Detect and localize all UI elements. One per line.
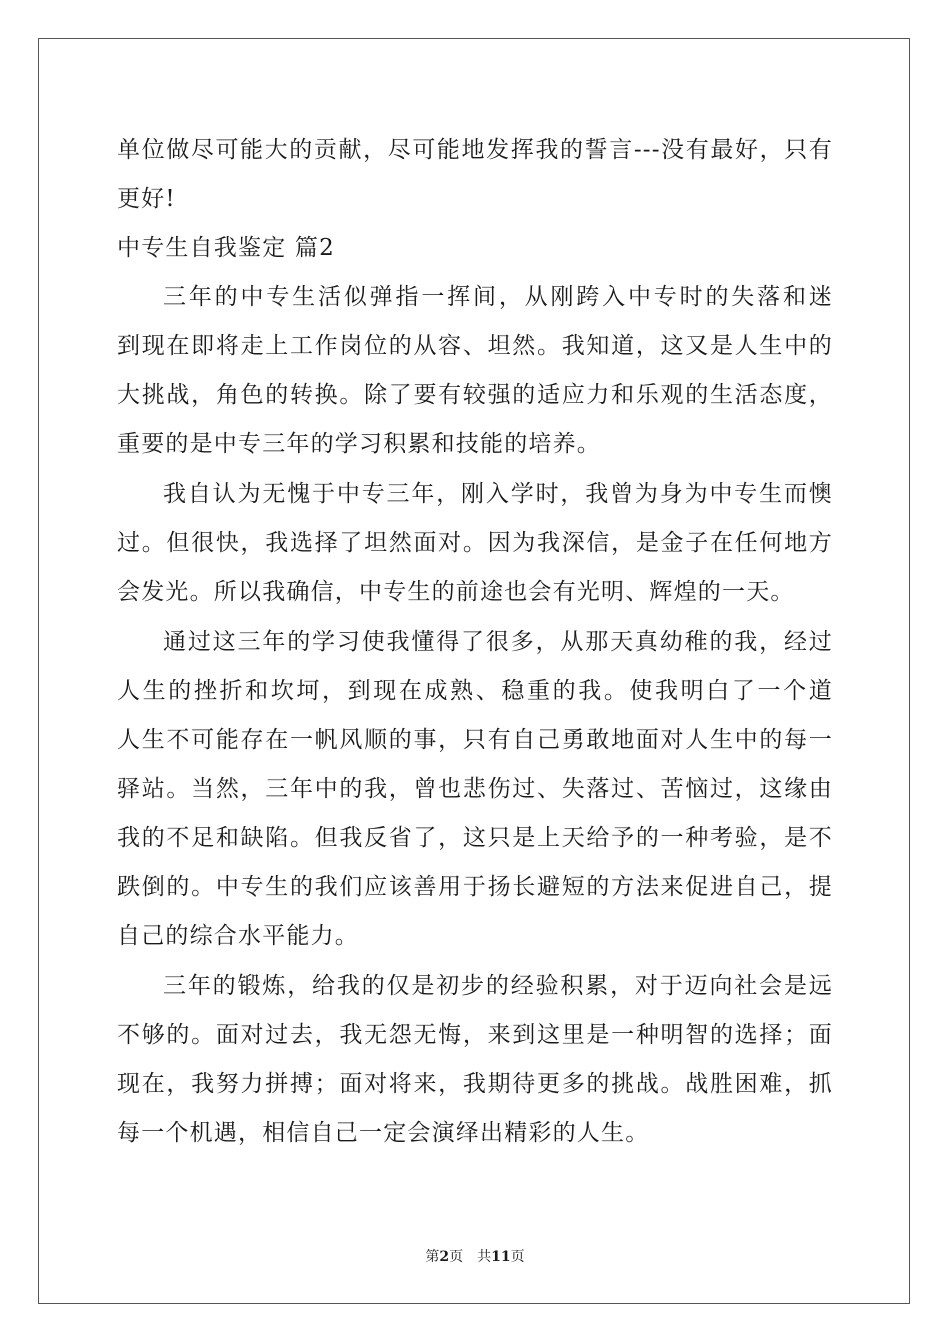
text-line: 到现在即将走上工作岗位的从容、坦然。我知道，这又是人生中的	[117, 333, 833, 359]
text-line: 大挑战，角色的转换。除了要有较强的适应力和乐观的生活态度，	[117, 382, 833, 408]
text-line: 会发光。所以我确信，中专生的前途也会有光明、辉煌的一天。	[117, 579, 795, 605]
paragraph-4	[117, 962, 833, 1158]
paragraph-1	[117, 273, 833, 469]
text-line: 人生的挫折和坎坷，到现在成熟、稳重的我。使我明白了一个道	[117, 678, 833, 704]
paragraph-2	[117, 470, 833, 617]
total-pages: 11	[491, 1249, 511, 1265]
text-line: 驿站。当然，三年中的我，曾也悲伤过、失落过、苦恼过，这缘由	[117, 776, 833, 802]
text-line: 跌倒的。中专生的我们应该善用于扬长避短的方法来促进自己，提	[117, 874, 833, 900]
text-line: 自己的综合水平能力。	[117, 923, 359, 949]
paragraph-3	[117, 618, 833, 961]
page-footer	[0, 1247, 950, 1267]
text-line: 我的不足和缺陷。但我反省了，这只是上天给予的一种考验，是不	[117, 825, 833, 851]
text-line: 通过这三年的学习使我懂得了很多，从那天真幼稚的我，经过	[163, 629, 833, 655]
total-prefix: 共	[477, 1249, 492, 1265]
text-line: 重要的是中专三年的学习积累和技能的培养。	[117, 431, 601, 457]
text-line: 我自认为无愧于中专三年，刚入学时，我曾为身为中专生而懊	[163, 481, 833, 507]
text-line: 三年的锻炼，给我的仅是初步的经验积累，对于迈向社会是远	[163, 973, 833, 999]
text-line: 过。但很快，我选择了坦然面对。因为我深信，是金子在任何地方	[117, 530, 833, 556]
text-line: 不够的。面对过去，我无怨无悔，来到这里是一种明智的选择；面	[117, 1022, 833, 1048]
page-number: 2	[439, 1249, 450, 1265]
section-title: 中专生自我鉴定 篇2	[117, 235, 335, 261]
text-line: 单位做尽可能大的贡献，尽可能地发挥我的誓言---没有最好，只有	[117, 137, 833, 163]
text-line: 现在，我努力拼搏；面对将来，我期待更多的挑战。战胜困难，抓	[117, 1071, 833, 1097]
document-body	[117, 126, 833, 1158]
page-suffix: 页	[449, 1249, 464, 1265]
total-suffix: 页	[510, 1249, 525, 1265]
text-line: 更好!	[117, 186, 176, 212]
page-prefix: 第	[425, 1249, 440, 1265]
text-line: 每一个机遇，相信自己一定会演绎出精彩的人生。	[117, 1120, 650, 1146]
text-line: 人生不可能存在一帆风顺的事，只有自己勇敢地面对人生中的每一	[117, 727, 833, 753]
text-line: 三年的中专生活似弹指一挥间，从刚跨入中专时的失落和迷	[163, 284, 833, 310]
